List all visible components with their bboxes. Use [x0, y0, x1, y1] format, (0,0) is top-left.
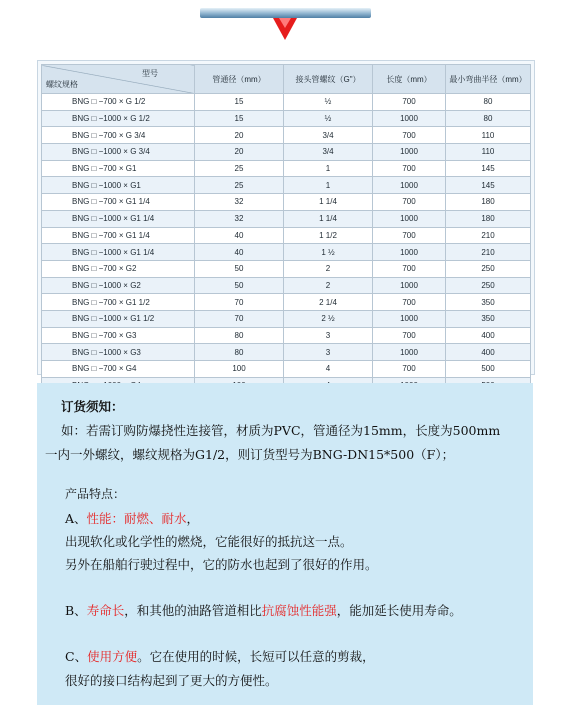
cell-thread: 3: [284, 344, 373, 361]
table-row: [42, 294, 531, 311]
feature-c-line-2: 很好的接口结构起到了更大的方便性。: [65, 673, 278, 688]
feature-a-suffix: ，: [186, 511, 200, 526]
cell-spec: BNG □ −1000 × G1 1/2: [42, 310, 195, 327]
cell-length: 1000: [373, 277, 446, 294]
cell-spec: BNG □ −700 × G1 1/4: [42, 227, 195, 244]
cell-length: 700: [373, 127, 446, 144]
cell-radius: 210: [446, 244, 531, 261]
feature-c-suffix: 。它在使用的时候，长短可以任意的剪裁，: [137, 649, 375, 664]
cell-length: 700: [373, 260, 446, 277]
feature-b-prefix: B、: [65, 603, 87, 618]
cell-dn: 20: [195, 127, 284, 144]
cell-dn: 100: [195, 361, 284, 378]
cell-radius: 180: [446, 210, 531, 227]
table-row: [42, 361, 531, 378]
cell-thread: 1: [284, 160, 373, 177]
cell-spec: BNG □ −700 × G3: [42, 327, 195, 344]
cell-thread: 2: [284, 260, 373, 277]
cell-spec: BNG □ −700 × G4: [42, 361, 195, 378]
cell-spec: BNG □ −1000 × G2: [42, 277, 195, 294]
cell-length: 1000: [373, 144, 446, 161]
cell-dn: 70: [195, 310, 284, 327]
cell-spec: BNG □ −1000 × G1: [42, 177, 195, 194]
table-row: [42, 110, 531, 127]
table-row: [42, 327, 531, 344]
cell-thread: 1 1/4: [284, 194, 373, 211]
cell-spec: BNG □ −700 × G2: [42, 260, 195, 277]
feature-c-prefix: C、: [65, 649, 88, 664]
cell-radius: 80: [446, 110, 531, 127]
cell-dn: 40: [195, 227, 284, 244]
cell-thread: 4: [284, 361, 373, 378]
table-row: [42, 310, 531, 327]
cell-length: 700: [373, 327, 446, 344]
spec-table-panel: [37, 60, 535, 375]
cell-spec: BNG □ −700 × G1: [42, 160, 195, 177]
spec-table: [41, 64, 531, 394]
table-row: [42, 177, 531, 194]
cell-radius: 250: [446, 260, 531, 277]
cell-dn: 32: [195, 210, 284, 227]
arrow-highlight: [279, 18, 291, 28]
column-header: 管通径（mm）: [195, 65, 284, 94]
cell-length: 700: [373, 361, 446, 378]
cell-length: 1000: [373, 310, 446, 327]
column-header: 最小弯曲半径（mm）: [446, 65, 531, 94]
cell-length: 700: [373, 294, 446, 311]
order-example-line-1: 如：若需订购防爆挠性连接管，材质为PVC，管通径为15mm，长度为500mm: [61, 423, 501, 438]
cell-spec: BNG □ −700 × G1 1/2: [42, 294, 195, 311]
features-title: 产品特点：: [65, 487, 126, 501]
cell-thread: 1: [284, 177, 373, 194]
cell-spec: BNG □ −1000 × G1 1/4: [42, 210, 195, 227]
cell-thread: ½: [284, 94, 373, 111]
cell-dn: 70: [195, 294, 284, 311]
feature-a-line-3: 另外在船舶行驶过程中，它的防水也起到了很好的作用。: [65, 557, 378, 572]
cell-spec: BNG □ −1000 × G1 1/4: [42, 244, 195, 261]
cell-thread: 2 1/4: [284, 294, 373, 311]
feature-a-highlight: 性能：耐燃、耐水: [86, 511, 187, 526]
cell-thread: ½: [284, 110, 373, 127]
table-row: [42, 344, 531, 361]
cell-dn: 15: [195, 94, 284, 111]
table-body: [42, 94, 531, 394]
table-row: [42, 194, 531, 211]
cell-radius: 145: [446, 160, 531, 177]
cell-thread: 3: [284, 327, 373, 344]
feature-a-line-2: 出现软化或化学性的燃烧，它能很好的抵抗这一点。: [65, 534, 353, 549]
cell-radius: 180: [446, 194, 531, 211]
cell-spec: BNG □ −700 × G 1/2: [42, 94, 195, 111]
cell-radius: 110: [446, 144, 531, 161]
cell-spec: BNG □ −1000 × G 1/2: [42, 110, 195, 127]
cell-dn: 80: [195, 344, 284, 361]
feature-b-highlight-1: 寿命长: [86, 603, 125, 618]
table-row: [42, 244, 531, 261]
cell-radius: 210: [446, 227, 531, 244]
cell-thread: 2 ½: [284, 310, 373, 327]
table-row: [42, 227, 531, 244]
feature-b-middle: ，和其他的油路管道相比: [124, 603, 262, 618]
feature-b: [65, 601, 462, 619]
feature-c-highlight: 使用方便: [87, 649, 138, 664]
feature-c: [65, 647, 375, 665]
cell-length: 1000: [373, 110, 446, 127]
order-notes-panel: [37, 383, 533, 705]
cell-dn: 20: [195, 144, 284, 161]
cell-spec: BNG □ −700 × G1 1/4: [42, 194, 195, 211]
column-header: 长度（mm）: [373, 65, 446, 94]
cell-radius: 400: [446, 327, 531, 344]
feature-a-heading: [65, 509, 199, 527]
table-row: [42, 144, 531, 161]
table-row: [42, 260, 531, 277]
cell-spec: BNG □ −700 × G 3/4: [42, 127, 195, 144]
cell-thread: 1 1/2: [284, 227, 373, 244]
cell-length: 700: [373, 194, 446, 211]
order-example-line-2: 一内一外螺纹，螺纹规格为G1/2，则订货型号为BNG-DN15*500（F）；: [45, 447, 455, 462]
cell-radius: 110: [446, 127, 531, 144]
cell-thread: 1 ½: [284, 244, 373, 261]
cell-dn: 80: [195, 327, 284, 344]
cell-dn: 32: [195, 194, 284, 211]
cell-radius: 350: [446, 310, 531, 327]
column-header: 接头管螺纹（G"）: [284, 65, 373, 94]
cell-radius: 350: [446, 294, 531, 311]
table-row: [42, 277, 531, 294]
feature-a-prefix: A、: [65, 511, 87, 526]
table-row: [42, 94, 531, 111]
table-row: [42, 127, 531, 144]
cell-length: 1000: [373, 177, 446, 194]
cell-radius: 250: [446, 277, 531, 294]
diagonal-header-cell: [42, 65, 195, 94]
cell-dn: 25: [195, 160, 284, 177]
cell-dn: 15: [195, 110, 284, 127]
table-row: [42, 210, 531, 227]
cell-spec: BNG □ −1000 × G3: [42, 344, 195, 361]
header-type-label: 型号: [142, 69, 158, 78]
cell-dn: 25: [195, 177, 284, 194]
cell-dn: 50: [195, 260, 284, 277]
cell-length: 700: [373, 227, 446, 244]
cell-dn: 50: [195, 277, 284, 294]
cell-dn: 40: [195, 244, 284, 261]
cell-radius: 145: [446, 177, 531, 194]
banner-bar: [200, 8, 371, 18]
cell-radius: 500: [446, 361, 531, 378]
cell-length: 1000: [373, 344, 446, 361]
table-header-row: [42, 65, 531, 94]
cell-length: 700: [373, 160, 446, 177]
feature-b-suffix: ，能加延长使用寿命。: [336, 603, 462, 618]
header-thread-spec-label: 螺纹规格: [46, 80, 78, 89]
cell-thread: 2: [284, 277, 373, 294]
feature-b-highlight-2: 抗腐蚀性能强: [261, 603, 337, 618]
cell-radius: 80: [446, 94, 531, 111]
cell-thread: 3/4: [284, 127, 373, 144]
table-row: [42, 160, 531, 177]
cell-length: 1000: [373, 244, 446, 261]
cell-thread: 1 1/4: [284, 210, 373, 227]
cell-length: 1000: [373, 210, 446, 227]
cell-thread: 3/4: [284, 144, 373, 161]
cell-radius: 400: [446, 344, 531, 361]
cell-length: 700: [373, 94, 446, 111]
order-notes-title: 订货须知：: [61, 399, 124, 414]
top-banner: [0, 0, 571, 22]
cell-spec: BNG □ −1000 × G 3/4: [42, 144, 195, 161]
